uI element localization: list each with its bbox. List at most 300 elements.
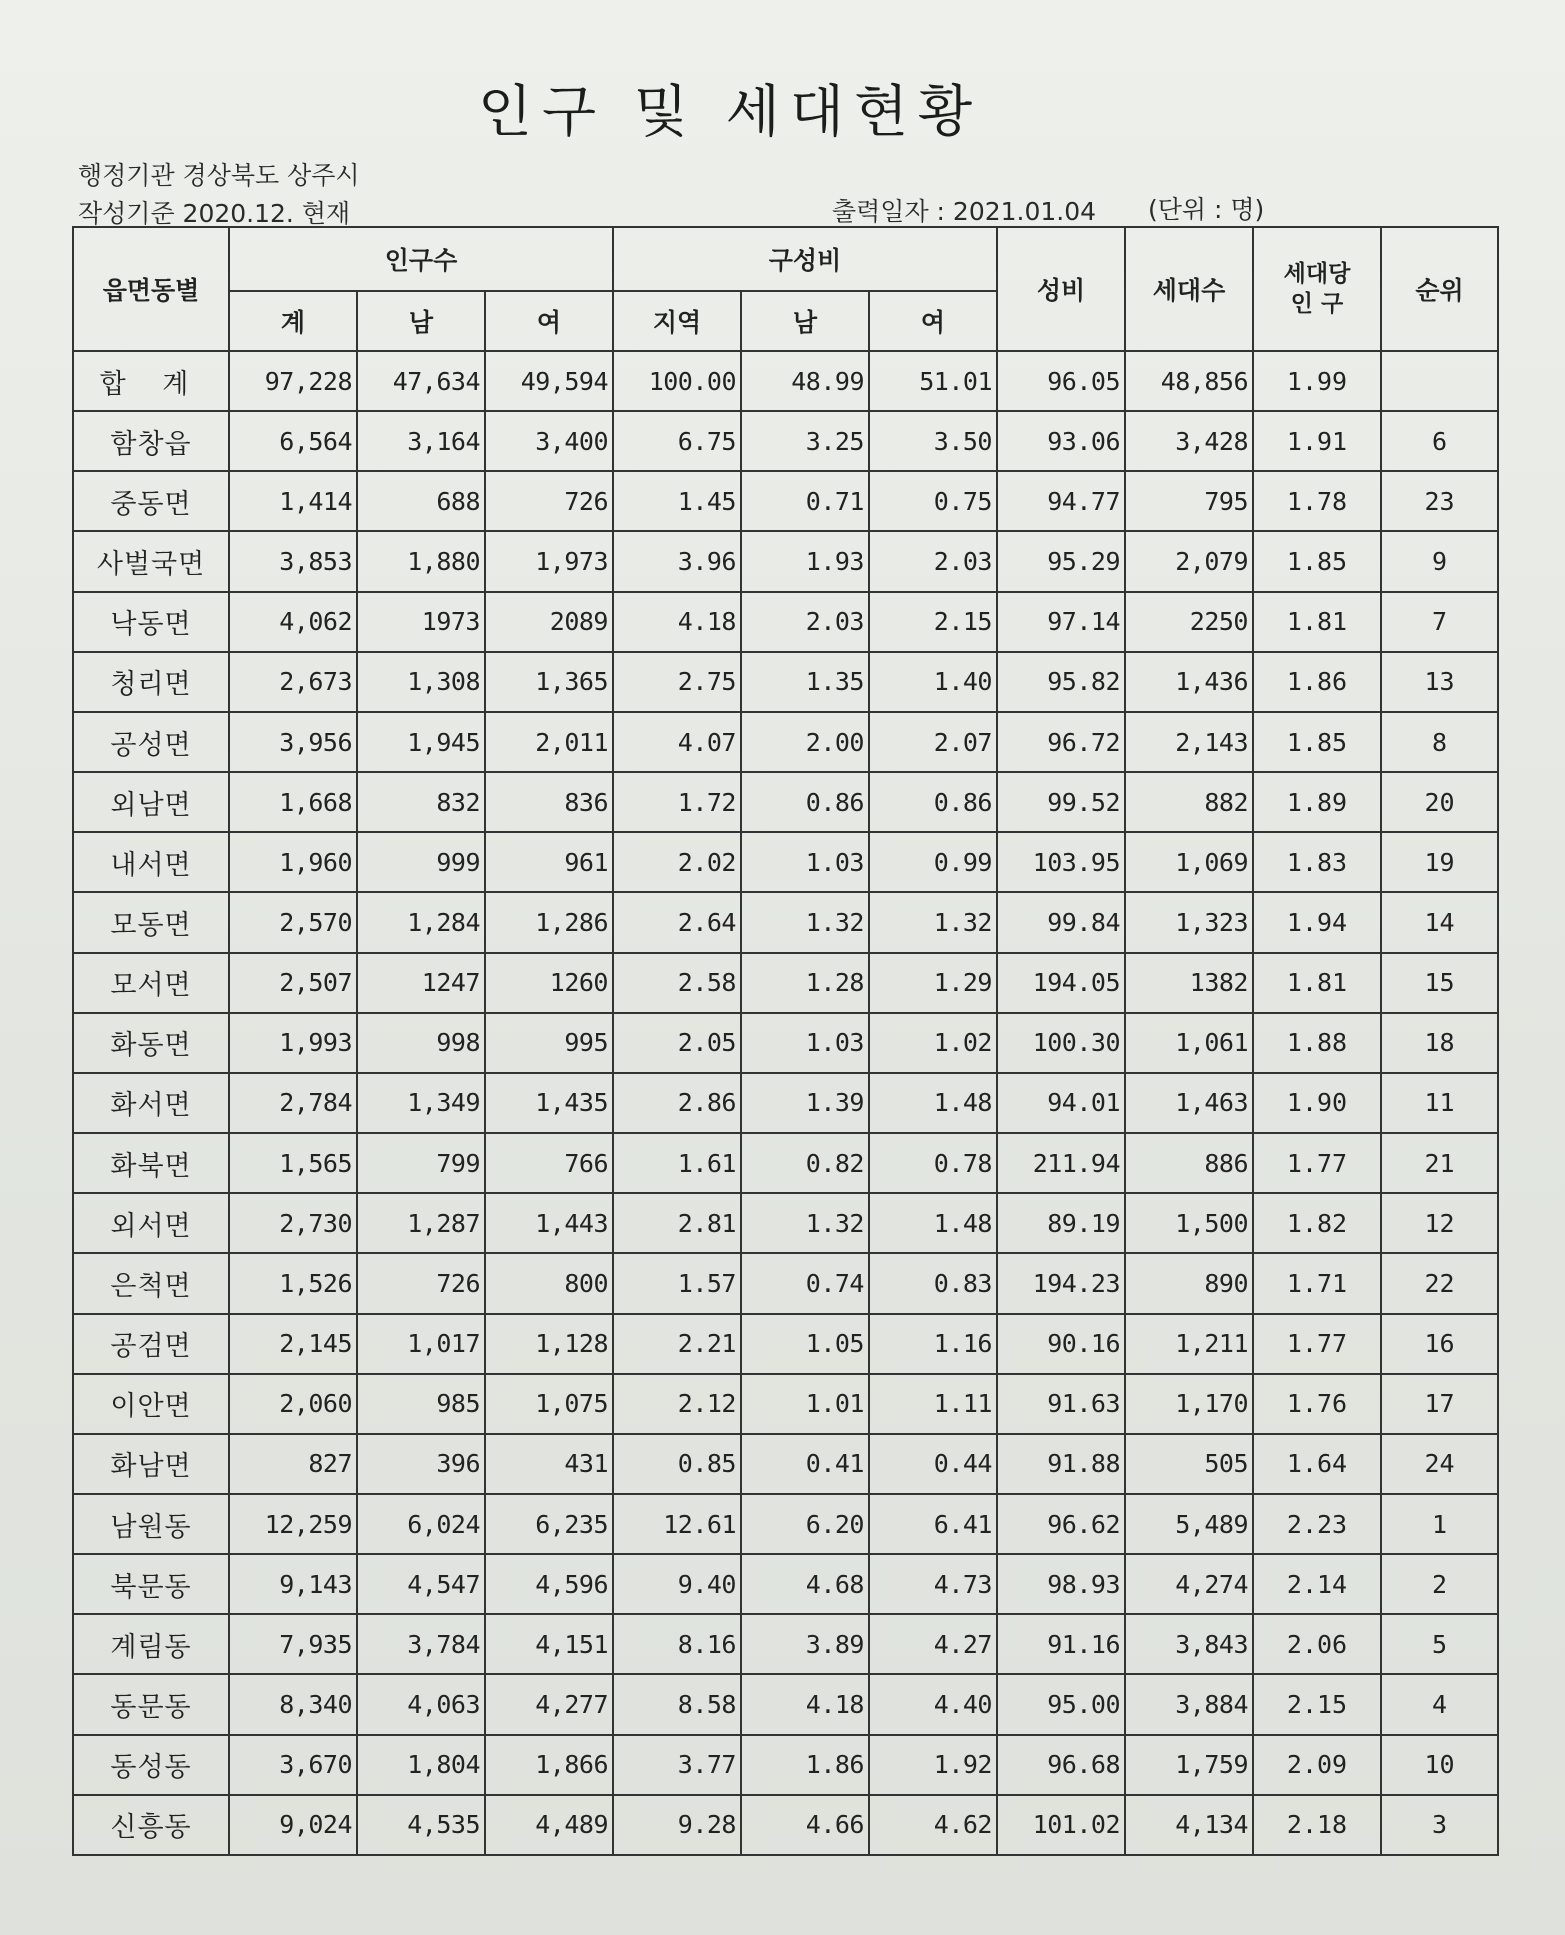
cell-comp-male: 4.68 (741, 1554, 869, 1614)
cell-comp-male: 3.89 (741, 1614, 869, 1674)
cell-male: 6,024 (357, 1494, 485, 1554)
cell-comp-female: 4.40 (869, 1674, 997, 1734)
cell-region: 12.61 (613, 1494, 741, 1554)
cell-district: 북문동 (73, 1554, 229, 1614)
cell-male: 3,164 (357, 411, 485, 471)
cell-female: 1260 (485, 953, 613, 1013)
page-title: 인구 및 세대현황 (477, 80, 983, 145)
cell-comp-male: 3.25 (741, 411, 869, 471)
cell-rank: 13 (1381, 652, 1498, 712)
cell-households: 1,759 (1125, 1735, 1253, 1795)
unit-note: (단위 : 명) (1148, 195, 1265, 224)
cell-total: 1,565 (229, 1133, 357, 1193)
cell-sex-ratio: 99.52 (997, 772, 1125, 832)
table-row (73, 832, 1498, 892)
cell-male: 4,535 (357, 1795, 485, 1855)
cell-male: 396 (357, 1434, 485, 1494)
cell-rank: 8 (1381, 712, 1498, 772)
cell-total: 9,143 (229, 1554, 357, 1614)
cell-rank: 17 (1381, 1374, 1498, 1434)
cell-region: 1.61 (613, 1133, 741, 1193)
cell-region: 0.85 (613, 1434, 741, 1494)
cell-comp-female: 0.44 (869, 1434, 997, 1494)
cell-comp-female: 1.92 (869, 1735, 997, 1795)
cell-region: 1.45 (613, 471, 741, 531)
cell-female: 1,973 (485, 531, 613, 591)
cell-region: 2.02 (613, 832, 741, 892)
cell-per-household: 1.86 (1253, 652, 1381, 712)
cell-rank: 18 (1381, 1013, 1498, 1073)
cell-comp-female: 0.86 (869, 772, 997, 832)
cell-district: 청리면 (73, 652, 229, 712)
table-body (73, 351, 1498, 1855)
cell-comp-male: 1.32 (741, 892, 869, 952)
cell-total: 9,024 (229, 1795, 357, 1855)
population-table (72, 226, 1499, 1856)
cell-male: 999 (357, 832, 485, 892)
cell-households: 3,884 (1125, 1674, 1253, 1734)
cell-rank: 3 (1381, 1795, 1498, 1855)
cell-per-household: 2.23 (1253, 1494, 1381, 1554)
cell-male: 4,063 (357, 1674, 485, 1734)
cell-households: 1,069 (1125, 832, 1253, 892)
cell-region: 2.64 (613, 892, 741, 952)
cell-male: 1,287 (357, 1193, 485, 1253)
cell-per-household: 1.71 (1253, 1253, 1381, 1313)
cell-per-household: 1.81 (1253, 953, 1381, 1013)
cell-sex-ratio: 93.06 (997, 411, 1125, 471)
cell-district: 화북면 (73, 1133, 229, 1193)
agency-line: 행정기관 경상북도 상주시 (78, 161, 360, 190)
cell-region: 2.12 (613, 1374, 741, 1434)
cell-comp-male: 2.00 (741, 712, 869, 772)
cell-households: 1,500 (1125, 1193, 1253, 1253)
cell-comp-male: 0.86 (741, 772, 869, 832)
cell-sex-ratio: 89.19 (997, 1193, 1125, 1253)
header-total: 계 (229, 291, 357, 351)
cell-sex-ratio: 95.00 (997, 1674, 1125, 1734)
cell-households: 795 (1125, 471, 1253, 531)
table-row (73, 1494, 1498, 1554)
cell-district: 함창읍 (73, 411, 229, 471)
cell-sex-ratio: 96.62 (997, 1494, 1125, 1554)
header-female: 여 (485, 291, 613, 351)
cell-per-household: 2.18 (1253, 1795, 1381, 1855)
table-row (73, 1674, 1498, 1734)
cell-comp-male: 1.86 (741, 1735, 869, 1795)
cell-sex-ratio: 97.14 (997, 592, 1125, 652)
header-region: 지역 (613, 291, 741, 351)
cell-female: 2,011 (485, 712, 613, 772)
table-row (73, 592, 1498, 652)
table-row-total (73, 351, 1498, 411)
cell-total: 7,935 (229, 1614, 357, 1674)
cell-rank: 1 (1381, 1494, 1498, 1554)
cell-male: 4,547 (357, 1554, 485, 1614)
cell-male: 1,017 (357, 1314, 485, 1374)
cell-total: 1,526 (229, 1253, 357, 1313)
cell-total: 2,507 (229, 953, 357, 1013)
cell-female: 1,128 (485, 1314, 613, 1374)
cell-sex-ratio: 96.68 (997, 1735, 1125, 1795)
cell-comp-female: 0.99 (869, 832, 997, 892)
cell-district: 모서면 (73, 953, 229, 1013)
cell-total: 2,784 (229, 1073, 357, 1133)
cell-comp-female: 0.75 (869, 471, 997, 531)
cell-per-household: 2.15 (1253, 1674, 1381, 1734)
cell-comp-male: 1.93 (741, 531, 869, 591)
cell-comp-female: 3.50 (869, 411, 997, 471)
cell-rank: 4 (1381, 1674, 1498, 1734)
cell-total: 1,414 (229, 471, 357, 531)
cell-comp-female: 2.15 (869, 592, 997, 652)
cell-female: 6,235 (485, 1494, 613, 1554)
cell-comp-female: 2.03 (869, 531, 997, 591)
cell-district: 동문동 (73, 1674, 229, 1734)
cell-rank: 22 (1381, 1253, 1498, 1313)
cell-district: 내서면 (73, 832, 229, 892)
cell-households: 1,211 (1125, 1314, 1253, 1374)
cell-comp-female: 1.16 (869, 1314, 997, 1374)
cell-region: 100.00 (613, 351, 741, 411)
cell-rank: 15 (1381, 953, 1498, 1013)
cell-total: 2,060 (229, 1374, 357, 1434)
cell-region: 2.05 (613, 1013, 741, 1073)
table-row (73, 1133, 1498, 1193)
cell-per-household: 1.89 (1253, 772, 1381, 832)
cell-region: 2.86 (613, 1073, 741, 1133)
cell-rank: 23 (1381, 471, 1498, 531)
cell-comp-male: 4.18 (741, 1674, 869, 1734)
cell-households: 48,856 (1125, 351, 1253, 411)
cell-female: 800 (485, 1253, 613, 1313)
cell-total: 827 (229, 1434, 357, 1494)
cell-comp-female: 1.02 (869, 1013, 997, 1073)
cell-sex-ratio: 99.84 (997, 892, 1125, 952)
cell-total: 2,145 (229, 1314, 357, 1374)
cell-households: 1,323 (1125, 892, 1253, 952)
table-row (73, 1193, 1498, 1253)
cell-male: 832 (357, 772, 485, 832)
cell-region: 9.28 (613, 1795, 741, 1855)
cell-households: 3,843 (1125, 1614, 1253, 1674)
cell-comp-male: 1.03 (741, 1013, 869, 1073)
cell-comp-female: 0.78 (869, 1133, 997, 1193)
cell-male: 1,804 (357, 1735, 485, 1795)
cell-sex-ratio: 95.82 (997, 652, 1125, 712)
cell-female: 1,075 (485, 1374, 613, 1434)
cell-households: 882 (1125, 772, 1253, 832)
header-per-household (1253, 227, 1381, 351)
cell-sex-ratio: 103.95 (997, 832, 1125, 892)
cell-per-household: 2.06 (1253, 1614, 1381, 1674)
cell-total: 12,259 (229, 1494, 357, 1554)
header-comp-female: 여 (869, 291, 997, 351)
cell-region: 1.72 (613, 772, 741, 832)
cell-per-household: 1.91 (1253, 411, 1381, 471)
cell-rank: 9 (1381, 531, 1498, 591)
cell-per-household: 1.76 (1253, 1374, 1381, 1434)
table-row (73, 652, 1498, 712)
cell-district: 외남면 (73, 772, 229, 832)
cell-female: 1,443 (485, 1193, 613, 1253)
cell-sex-ratio: 211.94 (997, 1133, 1125, 1193)
cell-households: 5,489 (1125, 1494, 1253, 1554)
cell-female: 4,489 (485, 1795, 613, 1855)
cell-comp-female: 0.83 (869, 1253, 997, 1313)
header-sex-ratio: 성비 (997, 227, 1125, 351)
cell-district: 계림동 (73, 1614, 229, 1674)
cell-total: 97,228 (229, 351, 357, 411)
header-households: 세대수 (1125, 227, 1253, 351)
cell-total: 8,340 (229, 1674, 357, 1734)
cell-comp-female: 4.62 (869, 1795, 997, 1855)
cell-per-household: 2.09 (1253, 1735, 1381, 1795)
cell-region: 8.16 (613, 1614, 741, 1674)
cell-households: 2,143 (1125, 712, 1253, 772)
header-rank: 순위 (1381, 227, 1498, 351)
table-row (73, 531, 1498, 591)
cell-region: 2.58 (613, 953, 741, 1013)
cell-male: 1,880 (357, 531, 485, 591)
cell-comp-female: 1.29 (869, 953, 997, 1013)
cell-households: 2,079 (1125, 531, 1253, 591)
cell-female: 836 (485, 772, 613, 832)
header-per-household-line1: 세대당 (1283, 261, 1351, 287)
cell-households: 1,463 (1125, 1073, 1253, 1133)
cell-per-household: 1.90 (1253, 1073, 1381, 1133)
cell-comp-female: 6.41 (869, 1494, 997, 1554)
cell-district: 화남면 (73, 1434, 229, 1494)
cell-district: 합 계 (73, 351, 229, 411)
cell-male: 726 (357, 1253, 485, 1313)
cell-comp-male: 4.66 (741, 1795, 869, 1855)
cell-sex-ratio: 91.88 (997, 1434, 1125, 1494)
header-per-household-line2: 인 구 (1290, 291, 1344, 317)
cell-households: 1,061 (1125, 1013, 1253, 1073)
table-row (73, 712, 1498, 772)
cell-sex-ratio: 94.01 (997, 1073, 1125, 1133)
cell-rank: 12 (1381, 1193, 1498, 1253)
cell-sex-ratio: 96.05 (997, 351, 1125, 411)
cell-region: 3.96 (613, 531, 741, 591)
cell-male: 47,634 (357, 351, 485, 411)
cell-comp-female: 1.32 (869, 892, 997, 952)
cell-comp-male: 1.39 (741, 1073, 869, 1133)
cell-households: 4,274 (1125, 1554, 1253, 1614)
cell-sex-ratio: 91.63 (997, 1374, 1125, 1434)
cell-rank (1381, 351, 1498, 411)
cell-per-household: 1.64 (1253, 1434, 1381, 1494)
table-row (73, 1314, 1498, 1374)
cell-rank: 6 (1381, 411, 1498, 471)
cell-comp-male: 1.32 (741, 1193, 869, 1253)
table-row (73, 411, 1498, 471)
cell-total: 6,564 (229, 411, 357, 471)
table-row (73, 953, 1498, 1013)
cell-rank: 2 (1381, 1554, 1498, 1614)
cell-per-household: 2.14 (1253, 1554, 1381, 1614)
cell-per-household: 1.88 (1253, 1013, 1381, 1073)
cell-rank: 7 (1381, 592, 1498, 652)
cell-rank: 24 (1381, 1434, 1498, 1494)
cell-comp-male: 1.35 (741, 652, 869, 712)
cell-households: 2250 (1125, 592, 1253, 652)
cell-households: 890 (1125, 1253, 1253, 1313)
cell-comp-male: 0.41 (741, 1434, 869, 1494)
cell-sex-ratio: 194.23 (997, 1253, 1125, 1313)
cell-total: 4,062 (229, 592, 357, 652)
cell-male: 1,284 (357, 892, 485, 952)
cell-rank: 10 (1381, 1735, 1498, 1795)
cell-households: 4,134 (1125, 1795, 1253, 1855)
cell-comp-male: 1.03 (741, 832, 869, 892)
cell-district: 사벌국면 (73, 531, 229, 591)
cell-male: 3,784 (357, 1614, 485, 1674)
cell-district: 외서면 (73, 1193, 229, 1253)
cell-district: 공검면 (73, 1314, 229, 1374)
cell-sex-ratio: 95.29 (997, 531, 1125, 591)
cell-region: 8.58 (613, 1674, 741, 1734)
header-comp-male: 남 (741, 291, 869, 351)
cell-district: 화동면 (73, 1013, 229, 1073)
cell-sex-ratio: 91.16 (997, 1614, 1125, 1674)
cell-per-household: 1.82 (1253, 1193, 1381, 1253)
table-row (73, 1013, 1498, 1073)
cell-rank: 16 (1381, 1314, 1498, 1374)
cell-female: 1,866 (485, 1735, 613, 1795)
cell-female: 4,277 (485, 1674, 613, 1734)
cell-households: 3,428 (1125, 411, 1253, 471)
cell-region: 9.40 (613, 1554, 741, 1614)
cell-region: 4.07 (613, 712, 741, 772)
cell-region: 2.81 (613, 1193, 741, 1253)
cell-female: 3,400 (485, 411, 613, 471)
cell-district: 낙동면 (73, 592, 229, 652)
cell-region: 2.75 (613, 652, 741, 712)
cell-sex-ratio: 101.02 (997, 1795, 1125, 1855)
printed-date: 출력일자 : 2021.01.04 (832, 197, 1097, 226)
cell-female: 726 (485, 471, 613, 531)
cell-comp-male: 1.28 (741, 953, 869, 1013)
cell-male: 985 (357, 1374, 485, 1434)
cell-district: 화서면 (73, 1073, 229, 1133)
cell-male: 1247 (357, 953, 485, 1013)
table-row (73, 1735, 1498, 1795)
cell-comp-male: 0.71 (741, 471, 869, 531)
cell-male: 1,945 (357, 712, 485, 772)
cell-households: 1,436 (1125, 652, 1253, 712)
cell-per-household: 1.85 (1253, 712, 1381, 772)
cell-households: 1382 (1125, 953, 1253, 1013)
cell-sex-ratio: 98.93 (997, 1554, 1125, 1614)
cell-female: 1,435 (485, 1073, 613, 1133)
basis-line: 작성기준 2020.12. 현재 (78, 199, 351, 228)
cell-female: 961 (485, 832, 613, 892)
cell-comp-male: 0.82 (741, 1133, 869, 1193)
cell-female: 4,151 (485, 1614, 613, 1674)
cell-sex-ratio: 90.16 (997, 1314, 1125, 1374)
cell-rank: 19 (1381, 832, 1498, 892)
header-composition: 구성비 (613, 227, 997, 291)
cell-per-household: 1.77 (1253, 1133, 1381, 1193)
cell-comp-female: 4.27 (869, 1614, 997, 1674)
cell-comp-male: 1.01 (741, 1374, 869, 1434)
cell-comp-female: 1.48 (869, 1073, 997, 1133)
cell-per-household: 1.85 (1253, 531, 1381, 591)
cell-households: 886 (1125, 1133, 1253, 1193)
cell-total: 2,673 (229, 652, 357, 712)
cell-female: 995 (485, 1013, 613, 1073)
cell-comp-male: 0.74 (741, 1253, 869, 1313)
cell-total: 3,956 (229, 712, 357, 772)
table-row (73, 471, 1498, 531)
header-male: 남 (357, 291, 485, 351)
cell-district: 모동면 (73, 892, 229, 952)
cell-households: 505 (1125, 1434, 1253, 1494)
cell-male: 1973 (357, 592, 485, 652)
cell-region: 6.75 (613, 411, 741, 471)
cell-male: 1,308 (357, 652, 485, 712)
table-row (73, 1073, 1498, 1133)
cell-rank: 5 (1381, 1614, 1498, 1674)
cell-district: 신흥동 (73, 1795, 229, 1855)
cell-total: 1,993 (229, 1013, 357, 1073)
cell-district: 중동면 (73, 471, 229, 531)
cell-sex-ratio: 94.77 (997, 471, 1125, 531)
cell-female: 1,365 (485, 652, 613, 712)
table-row (73, 1554, 1498, 1614)
cell-per-household: 1.77 (1253, 1314, 1381, 1374)
table-row (73, 1614, 1498, 1674)
header-district: 읍면동별 (73, 227, 229, 351)
cell-total: 1,960 (229, 832, 357, 892)
cell-comp-female: 1.48 (869, 1193, 997, 1253)
cell-rank: 20 (1381, 772, 1498, 832)
cell-female: 431 (485, 1434, 613, 1494)
cell-per-household: 1.99 (1253, 351, 1381, 411)
cell-region: 4.18 (613, 592, 741, 652)
cell-region: 3.77 (613, 1735, 741, 1795)
cell-total: 3,670 (229, 1735, 357, 1795)
cell-comp-male: 1.05 (741, 1314, 869, 1374)
cell-female: 766 (485, 1133, 613, 1193)
table-row (73, 1374, 1498, 1434)
cell-male: 1,349 (357, 1073, 485, 1133)
cell-male: 998 (357, 1013, 485, 1073)
cell-female: 1,286 (485, 892, 613, 952)
cell-female: 2089 (485, 592, 613, 652)
cell-per-household: 1.81 (1253, 592, 1381, 652)
cell-households: 1,170 (1125, 1374, 1253, 1434)
cell-comp-male: 2.03 (741, 592, 869, 652)
cell-female: 49,594 (485, 351, 613, 411)
table-row (73, 1434, 1498, 1494)
cell-rank: 11 (1381, 1073, 1498, 1133)
header-population: 인구수 (229, 227, 613, 291)
cell-sex-ratio: 100.30 (997, 1013, 1125, 1073)
cell-comp-male: 6.20 (741, 1494, 869, 1554)
cell-sex-ratio: 194.05 (997, 953, 1125, 1013)
cell-district: 동성동 (73, 1735, 229, 1795)
cell-sex-ratio: 96.72 (997, 712, 1125, 772)
cell-comp-male: 48.99 (741, 351, 869, 411)
cell-total: 2,570 (229, 892, 357, 952)
cell-total: 2,730 (229, 1193, 357, 1253)
cell-comp-female: 2.07 (869, 712, 997, 772)
cell-district: 공성면 (73, 712, 229, 772)
table-row (73, 892, 1498, 952)
